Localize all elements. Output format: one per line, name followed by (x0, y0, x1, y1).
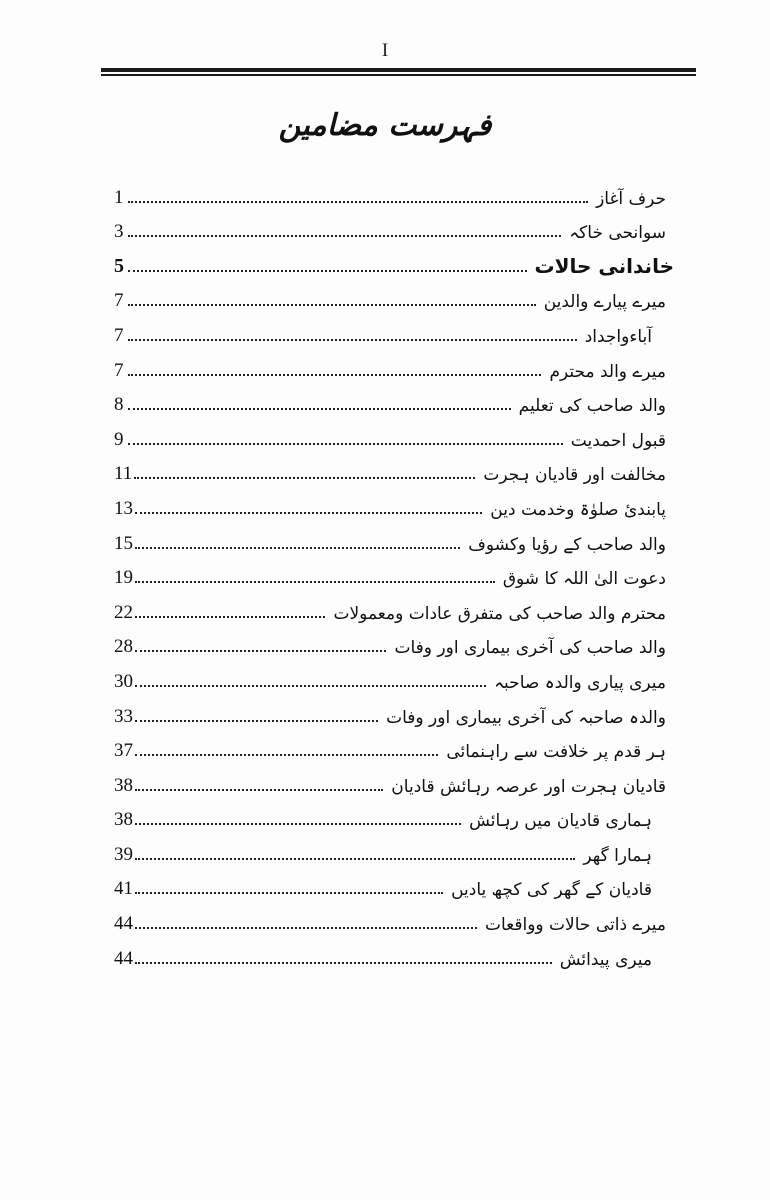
toc-entry[interactable] (114, 555, 674, 590)
dot-leader (135, 616, 325, 618)
toc-entry[interactable] (114, 485, 674, 520)
toc-entry-page-number: 22 (114, 601, 133, 623)
toc-entry[interactable] (114, 520, 674, 555)
toc-entry[interactable] (114, 209, 674, 244)
toc-entry-page-number: 28 (114, 636, 133, 658)
toc-entry-title: ہر قدم پر خلافت سے راہنمائی (446, 742, 666, 763)
toc-entry[interactable] (114, 624, 674, 659)
toc-entry-page-number: 7 (114, 290, 124, 312)
dot-leader (135, 512, 482, 514)
dot-leader (128, 270, 527, 272)
toc-entry[interactable] (114, 658, 674, 693)
dot-leader (134, 477, 475, 479)
header-rule-thin (101, 74, 696, 76)
dot-leader (135, 754, 438, 756)
toc-entry-page-number: 30 (114, 670, 133, 692)
toc-entry-page-number: 13 (114, 497, 133, 519)
toc-entry-title: قبول احمدیت (570, 430, 666, 451)
header-double-rule (101, 68, 696, 76)
toc-entry-title: میری پیاری والدہ صاحبہ (494, 672, 666, 693)
dot-leader (135, 892, 443, 894)
toc-entry-page-number: 44 (114, 913, 133, 935)
toc-entry-title: ہمارا گھر (583, 845, 652, 866)
toc-entry-page-number: 1 (114, 186, 124, 208)
toc-entry[interactable] (114, 589, 674, 624)
toc-entry-page-number: 7 (114, 324, 124, 346)
toc-entry-page-number: 5 (114, 254, 124, 277)
toc-entry-title: حرف آغاز (596, 188, 666, 209)
toc-entry-title: خاندانی حالات (534, 253, 674, 278)
toc-entry[interactable] (114, 728, 674, 763)
dot-leader (135, 720, 378, 722)
toc-entry-title: ہماری قادیان میں رہائش (469, 811, 652, 832)
dot-leader (135, 685, 486, 687)
toc-entry-title: میرے والد محترم (549, 361, 666, 382)
toc-entry[interactable] (114, 382, 674, 417)
dot-leader (128, 408, 511, 410)
toc-entry[interactable] (114, 900, 674, 935)
toc-entry-title: آباءواجداد (584, 326, 652, 347)
toc-entry-title: قادیان کے گھر کی کچھ یادیں (451, 880, 652, 901)
toc-entry-title: میری پیدائش (559, 949, 652, 970)
toc-entry-title: والد صاحب کی تعلیم (518, 396, 666, 417)
dot-leader (135, 823, 461, 825)
toc-entry-page-number: 38 (114, 774, 133, 796)
toc-entry-page-number: 7 (114, 359, 124, 381)
dot-leader (128, 235, 561, 237)
toc-entry[interactable] (114, 451, 674, 486)
toc-entry-title: والدہ صاحبہ کی آخری بیماری اور وفات (386, 707, 666, 728)
toc-entry[interactable] (114, 693, 674, 728)
toc-entry[interactable] (114, 866, 674, 901)
toc-entry-title: پابندیٔ صلوٰۃ وخدمت دین (490, 499, 666, 520)
toc-entry-page-number: 3 (114, 221, 124, 243)
toc-entry-title: قادیان ہجرت اور عرصہ رہائش قادیان (391, 776, 666, 797)
toc-entry[interactable] (114, 762, 674, 797)
toc-entry-title: محترم والد صاحب کی متفرق عادات ومعمولات (333, 603, 666, 624)
dot-leader (135, 858, 575, 860)
toc-entry-title: میرے ذاتی حالات وواقعات (484, 915, 666, 936)
toc-entry[interactable] (114, 797, 674, 832)
dot-leader (135, 581, 495, 583)
toc-entry[interactable] (114, 416, 674, 451)
toc-entry[interactable] (114, 347, 674, 382)
toc-entry[interactable] (114, 312, 674, 347)
toc-entry[interactable] (114, 935, 674, 970)
toc-entry-page-number: 38 (114, 809, 133, 831)
dot-leader (128, 443, 563, 445)
toc-entry-page-number: 9 (114, 428, 124, 450)
toc-entry-page-number: 41 (114, 878, 133, 900)
toc-entry-page-number: 8 (114, 394, 124, 416)
dot-leader (135, 789, 383, 791)
dot-leader (128, 201, 588, 203)
toc-entry-title: سوانحی خاکہ (569, 223, 666, 244)
dot-leader (128, 374, 541, 376)
toc-entry-title: والد صاحب کے رؤیا وکشوف (468, 534, 666, 555)
toc-entry-title: مخالفت اور قادیان ہجرت (483, 465, 666, 486)
toc-entry-page-number: 44 (114, 947, 133, 969)
dot-leader (135, 927, 477, 929)
dot-leader (135, 962, 552, 964)
table-of-contents (114, 174, 674, 970)
page-number: I (381, 40, 389, 61)
toc-entry-page-number: 37 (114, 740, 133, 762)
toc-entry-title: میرے پیارے والدین (543, 292, 666, 313)
toc-entry[interactable] (114, 831, 674, 866)
toc-entry-page-number: 19 (114, 567, 133, 589)
toc-entry-title: دعوت الیٰ اللہ کا شوق (502, 569, 666, 590)
page-title: فہرست مضامین (278, 108, 492, 143)
toc-entry[interactable] (114, 174, 674, 209)
dot-leader (128, 304, 536, 306)
dot-leader (135, 650, 386, 652)
toc-entry-title: والد صاحب کی آخری بیماری اور وفات (394, 638, 666, 659)
toc-entry-page-number: 15 (114, 532, 133, 554)
dot-leader (135, 547, 460, 549)
toc-entry[interactable] (114, 278, 674, 313)
toc-chapter-entry[interactable] (114, 243, 674, 278)
toc-entry-page-number: 33 (114, 705, 133, 727)
toc-entry-page-number: 11 (114, 463, 133, 485)
dot-leader (128, 339, 577, 341)
toc-entry-page-number: 39 (114, 843, 133, 865)
